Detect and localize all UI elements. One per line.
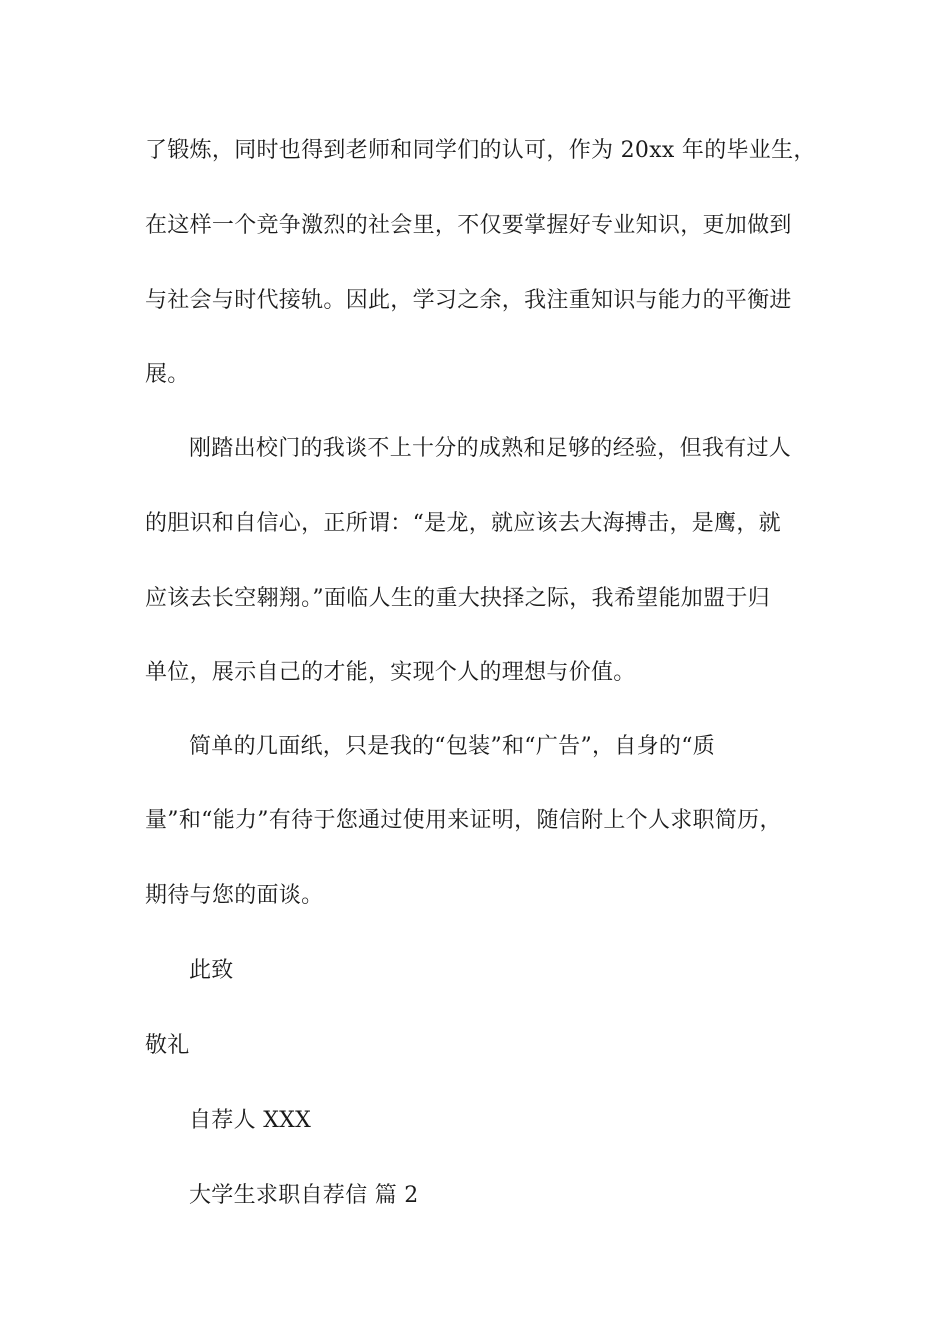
paragraph-line: 展。 bbox=[145, 362, 190, 387]
paragraph-line: 简单的几面纸，只是我的“包装”和“广告”，自身的“质 bbox=[189, 734, 716, 759]
section-heading: 大学生求职自荐信 篇 2 bbox=[189, 1183, 419, 1208]
paragraph-line: 应该去长空翱翔。”面临人生的重大抉择之际，我希望能加盟于归 bbox=[145, 586, 770, 611]
paragraph-line: 在这样一个竞争激烈的社会里，不仅要掌握好专业知识，更加做到 bbox=[145, 213, 792, 238]
paragraph-line: 与社会与时代接轨。因此，学习之余，我注重知识与能力的平衡进 bbox=[145, 288, 792, 313]
paragraph-line: 单位，展示自己的才能，实现个人的理想与价值。 bbox=[145, 660, 636, 685]
closing-salutation: 此致 bbox=[189, 958, 234, 983]
paragraph-line: 的胆识和自信心，正所谓：“是龙，就应该去大海搏击，是鹰，就 bbox=[145, 511, 781, 536]
closing-regards: 敬礼 bbox=[145, 1033, 190, 1058]
signature-line: 自荐人 XXX bbox=[189, 1108, 312, 1133]
paragraph-line: 量”和“能力”有待于您通过使用来证明，随信附上个人求职简历， bbox=[145, 808, 782, 833]
paragraph-line: 了锻炼，同时也得到老师和同学们的认可，作为 20xx 年的毕业生， bbox=[145, 138, 816, 163]
paragraph-line: 期待与您的面谈。 bbox=[145, 883, 324, 908]
paragraph-line: 刚踏出校门的我谈不上十分的成熟和足够的经验，但我有过人 bbox=[189, 436, 792, 461]
